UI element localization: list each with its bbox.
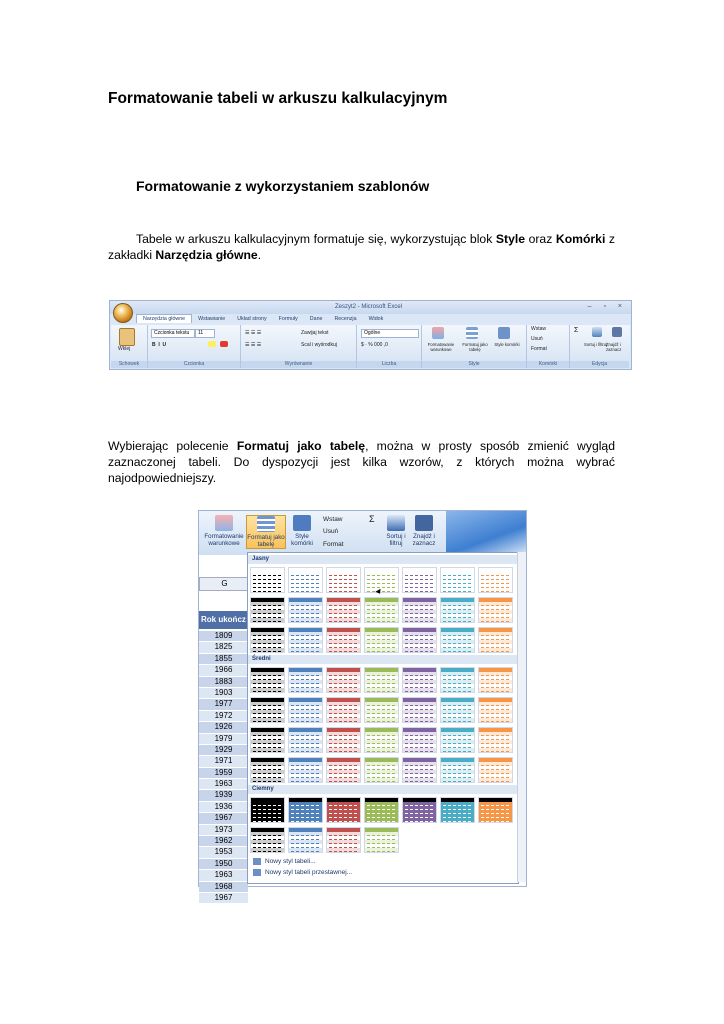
table-style-swatch[interactable] — [440, 597, 475, 623]
find-label[interactable]: Znajdź i zaznacz — [606, 342, 622, 352]
autosum-icon[interactable]: Σ — [574, 327, 579, 334]
table-style-swatch[interactable] — [478, 757, 513, 783]
table-style-swatch[interactable] — [288, 697, 323, 723]
format-table-label[interactable]: Formatuj jako tabelę — [462, 342, 488, 352]
table-style-swatch[interactable] — [364, 627, 399, 653]
group-font — [148, 325, 241, 368]
year-cell[interactable]: 1939 — [199, 790, 248, 801]
ribbon-tab[interactable]: Recenzja — [334, 316, 357, 322]
table-style-swatch[interactable] — [402, 567, 437, 593]
group-label-alignment: Wyrównanie — [241, 361, 356, 368]
year-cell[interactable]: 1950 — [199, 859, 248, 870]
find-select-icon[interactable] — [612, 327, 622, 337]
format-as-table-button[interactable] — [246, 515, 286, 549]
table-style-swatch[interactable] — [326, 567, 361, 593]
conditional-format-button[interactable] — [203, 515, 245, 547]
table-style-swatch[interactable] — [402, 667, 437, 693]
table-style-swatch[interactable] — [478, 727, 513, 753]
table-style-swatch[interactable] — [288, 727, 323, 753]
table-style-swatch[interactable] — [478, 567, 513, 593]
ribbon-tab[interactable]: Układ strony — [237, 316, 267, 322]
group-label-cells: Komórki — [527, 361, 569, 368]
year-cell[interactable]: 1855 — [199, 654, 248, 665]
ribbon-body — [111, 325, 630, 368]
ribbon-tab[interactable]: Formuły — [278, 316, 298, 322]
delete-button[interactable]: Usuń — [323, 528, 339, 535]
year-cell[interactable]: 1977 — [199, 699, 248, 710]
format-as-table-icon[interactable] — [466, 327, 478, 339]
year-list — [199, 631, 248, 904]
font-color-icon[interactable] — [220, 341, 228, 347]
p1-text-4: . — [257, 248, 262, 262]
cell-styles-text: Style komórki — [291, 533, 313, 547]
table-style-swatch[interactable] — [288, 667, 323, 693]
paragraph-2 — [108, 438, 615, 486]
year-cell[interactable]: 1968 — [199, 882, 248, 893]
table-style-swatch[interactable] — [364, 797, 399, 823]
group-label-clipboard: Schowek — [111, 361, 147, 368]
table-style-swatch[interactable] — [326, 797, 361, 823]
table-style-swatch[interactable] — [250, 797, 285, 823]
group-alignment — [241, 325, 357, 368]
font-size-box[interactable]: 11 — [195, 329, 215, 338]
year-cell[interactable]: 1963 — [199, 870, 248, 881]
ribbon-tab[interactable]: Wstawianie — [198, 316, 226, 322]
year-cell[interactable]: 1973 — [199, 825, 248, 836]
year-cell[interactable]: 1967 — [199, 813, 248, 824]
year-cell[interactable]: 1809 — [199, 631, 248, 642]
table-style-swatch[interactable] — [364, 667, 399, 693]
p1-bold-cells: Komórki — [555, 232, 606, 246]
year-cell[interactable]: 1971 — [199, 756, 248, 767]
font-name-box[interactable]: Czcionka tekstu — [151, 329, 195, 338]
gallery-scrollbar[interactable] — [517, 552, 526, 882]
group-label-number: Liczba — [357, 361, 421, 368]
document-subtitle: Formatowanie z wykorzystaniem szablonów — [136, 178, 430, 194]
autosum-icon[interactable]: Σ — [369, 514, 375, 524]
p1-bold-style: Style — [495, 232, 526, 246]
window-controls[interactable]: – ▫ × — [587, 303, 627, 310]
group-cells — [527, 325, 570, 368]
table-style-swatch[interactable] — [250, 697, 285, 723]
table-style-swatch[interactable] — [440, 567, 475, 593]
table-style-swatch[interactable] — [402, 597, 437, 623]
format-table-icon — [257, 516, 275, 532]
table-style-swatch[interactable] — [250, 827, 285, 853]
table-style-swatch[interactable] — [250, 727, 285, 753]
new-style-menu-item[interactable] — [265, 869, 352, 876]
table-style-swatch[interactable] — [440, 797, 475, 823]
table-style-swatch[interactable] — [326, 727, 361, 753]
p2-bold-format-table: Formatuj jako tabelę — [236, 439, 366, 453]
group-label-font: Czcionka — [148, 361, 240, 368]
styles-ribbon — [199, 511, 526, 555]
bold-italic-underline-buttons[interactable]: B I U — [152, 342, 167, 348]
excel-ribbon-screenshot — [109, 300, 632, 370]
merge-center-button[interactable]: Scal i wyśrodkuj — [301, 342, 337, 348]
cell-styles-icon — [293, 515, 311, 531]
table-style-swatch[interactable] — [364, 757, 399, 783]
group-label-editing: Edycja — [570, 361, 629, 368]
sort-filter-icon — [387, 515, 405, 531]
ribbon-tab[interactable]: Narzędzia główne — [136, 314, 192, 323]
sort-label[interactable]: Sortuj i filtruj — [584, 342, 608, 347]
find-select-button[interactable] — [409, 515, 439, 547]
table-style-swatch[interactable] — [250, 757, 285, 783]
find-text: Znajdź i zaznacz — [412, 533, 436, 547]
group-editing — [570, 325, 629, 368]
table-style-swatch[interactable] — [288, 797, 323, 823]
align-left-icons[interactable]: ☰ ☰ ☰ — [245, 342, 262, 348]
table-style-swatch[interactable] — [326, 667, 361, 693]
column-header-g[interactable]: G — [199, 577, 250, 591]
insert-button[interactable]: Wstaw — [531, 326, 546, 332]
gallery-section-header: Średni — [248, 655, 518, 664]
cond-format-label[interactable]: Formatowanie warunkowe — [427, 342, 455, 352]
number-format-icons[interactable]: $ · % 000 ,0 — [361, 342, 388, 348]
table-style-swatch[interactable] — [288, 567, 323, 593]
paste-label[interactable]: Wklej — [118, 346, 131, 352]
sky-background — [446, 511, 526, 555]
table-style-swatch[interactable] — [250, 597, 285, 623]
find-select-icon — [415, 515, 433, 531]
format-button[interactable]: Format — [323, 541, 344, 548]
table-style-swatch[interactable] — [326, 627, 361, 653]
year-cell[interactable]: 1959 — [199, 768, 248, 779]
table-style-swatch[interactable] — [250, 567, 285, 593]
ribbon-tab[interactable]: Widok — [368, 316, 384, 322]
year-cell[interactable]: 1953 — [199, 847, 248, 858]
cell-styles-button[interactable] — [287, 515, 317, 547]
ribbon-tab[interactable]: Dane — [309, 316, 323, 322]
table-style-swatch[interactable] — [440, 727, 475, 753]
table-style-swatch[interactable] — [478, 667, 513, 693]
year-cell[interactable]: 1963 — [199, 779, 248, 790]
align-top-icons[interactable]: ☰ ☰ ☰ — [245, 330, 262, 336]
year-cell[interactable]: 1926 — [199, 722, 248, 733]
p2-text-2: , można w prosty sposób zmienić wygląd zaznaczonej tabeli. Do dyspozycji jest kilka wzorów, z których można wybrać najodpowiedniejszy. — [108, 439, 615, 485]
year-cell[interactable]: 1825 — [199, 642, 248, 653]
delete-button[interactable]: Usuń — [531, 336, 543, 342]
table-style-swatch[interactable] — [478, 797, 513, 823]
conditional-format-icon — [215, 515, 233, 531]
table-style-swatch[interactable] — [402, 797, 437, 823]
group-label-styles: Style — [422, 361, 526, 368]
year-cell[interactable]: 1972 — [199, 711, 248, 722]
table-style-swatch[interactable] — [250, 667, 285, 693]
window-title: Zeszyt2 - Microsoft Excel — [335, 304, 403, 310]
table-style-swatch[interactable] — [440, 757, 475, 783]
p1-text-2: oraz — [525, 232, 556, 246]
format-table-text: Formatuj jako tabelę — [247, 534, 285, 548]
document-title: Formatowanie tabeli w arkuszu kalkulacyjnym — [108, 90, 448, 107]
highlight-color-icon[interactable] — [208, 341, 216, 347]
number-format-box[interactable]: Ogólne — [361, 329, 419, 338]
p1-text-3: z zakładki — [108, 232, 616, 262]
ribbon-tabs — [136, 314, 389, 324]
office-button-icon[interactable] — [113, 303, 133, 323]
p1-bold-home: Narzędzia główne — [155, 248, 258, 262]
wrap-text-button[interactable]: Zawijaj tekst — [301, 330, 329, 336]
cell-styles-icon[interactable] — [498, 327, 510, 339]
table-style-swatch[interactable] — [402, 727, 437, 753]
gallery-section-header: Jasny — [248, 555, 518, 564]
rok-column-header: Rok ukończ — [199, 611, 248, 629]
gallery-section-header: Ciemny — [248, 785, 518, 794]
table-style-swatch[interactable] — [326, 827, 361, 853]
table-style-swatch[interactable] — [478, 597, 513, 623]
sort-text: Sortuj i filtruj — [386, 533, 406, 547]
table-style-gallery — [247, 552, 519, 884]
table-styles-screenshot — [198, 510, 527, 902]
group-clipboard — [111, 325, 148, 368]
paragraph-1 — [108, 231, 615, 263]
year-cell[interactable]: 1929 — [199, 745, 248, 756]
sort-filter-button[interactable] — [383, 515, 409, 547]
year-cell[interactable]: 1979 — [199, 734, 248, 745]
menu-item-label: Nowy styl tabeli przestawnej... — [265, 869, 353, 876]
ribbon-title-bar — [110, 301, 631, 314]
table-style-swatch[interactable] — [288, 757, 323, 783]
table-style-swatch[interactable] — [478, 697, 513, 723]
table-style-swatch[interactable] — [440, 667, 475, 693]
table-style-swatch[interactable] — [288, 627, 323, 653]
table-style-swatch[interactable] — [402, 627, 437, 653]
table-style-swatch[interactable] — [326, 697, 361, 723]
insert-button[interactable]: Wstaw — [323, 516, 343, 523]
cell-styles-label[interactable]: Style komórki — [494, 342, 520, 347]
p1-text-1: Tabele w arkuszu kalkulacyjnym formatuje się, wykorzystując blok — [136, 232, 496, 246]
table-style-swatch[interactable] — [364, 827, 399, 853]
new-style-menu-item[interactable] — [265, 858, 316, 865]
table-style-swatch[interactable] — [288, 597, 323, 623]
table-style-swatch[interactable] — [440, 697, 475, 723]
group-styles — [422, 325, 527, 368]
new-style-icon — [253, 869, 261, 876]
p2-text-1: Wybierając polecenie — [108, 439, 237, 453]
format-button[interactable]: Format — [531, 346, 547, 352]
paste-icon[interactable] — [119, 328, 135, 346]
year-cell[interactable]: 1966 — [199, 665, 248, 676]
year-cell[interactable]: 1967 — [199, 893, 248, 904]
table-style-swatch[interactable] — [364, 567, 399, 593]
year-cell[interactable]: 1883 — [199, 677, 248, 688]
new-style-icon — [253, 858, 261, 865]
table-style-swatch[interactable] — [402, 757, 437, 783]
menu-item-label: Nowy styl tabeli... — [265, 858, 316, 865]
table-style-swatch[interactable] — [364, 727, 399, 753]
sort-filter-icon[interactable] — [592, 327, 602, 337]
table-style-swatch[interactable] — [364, 597, 399, 623]
cond-format-text: Formatowanie warunkowe — [204, 533, 244, 547]
table-style-swatch[interactable] — [440, 627, 475, 653]
conditional-format-icon[interactable] — [432, 327, 444, 339]
year-cell[interactable]: 1903 — [199, 688, 248, 699]
group-number — [357, 325, 422, 368]
table-style-swatch[interactable] — [250, 627, 285, 653]
table-style-swatch[interactable] — [402, 697, 437, 723]
table-style-swatch[interactable] — [326, 597, 361, 623]
table-style-swatch[interactable] — [288, 827, 323, 853]
year-cell[interactable]: 1936 — [199, 802, 248, 813]
table-style-swatch[interactable] — [478, 627, 513, 653]
table-style-swatch[interactable] — [364, 697, 399, 723]
table-style-swatch[interactable] — [326, 757, 361, 783]
year-cell[interactable]: 1962 — [199, 836, 248, 847]
